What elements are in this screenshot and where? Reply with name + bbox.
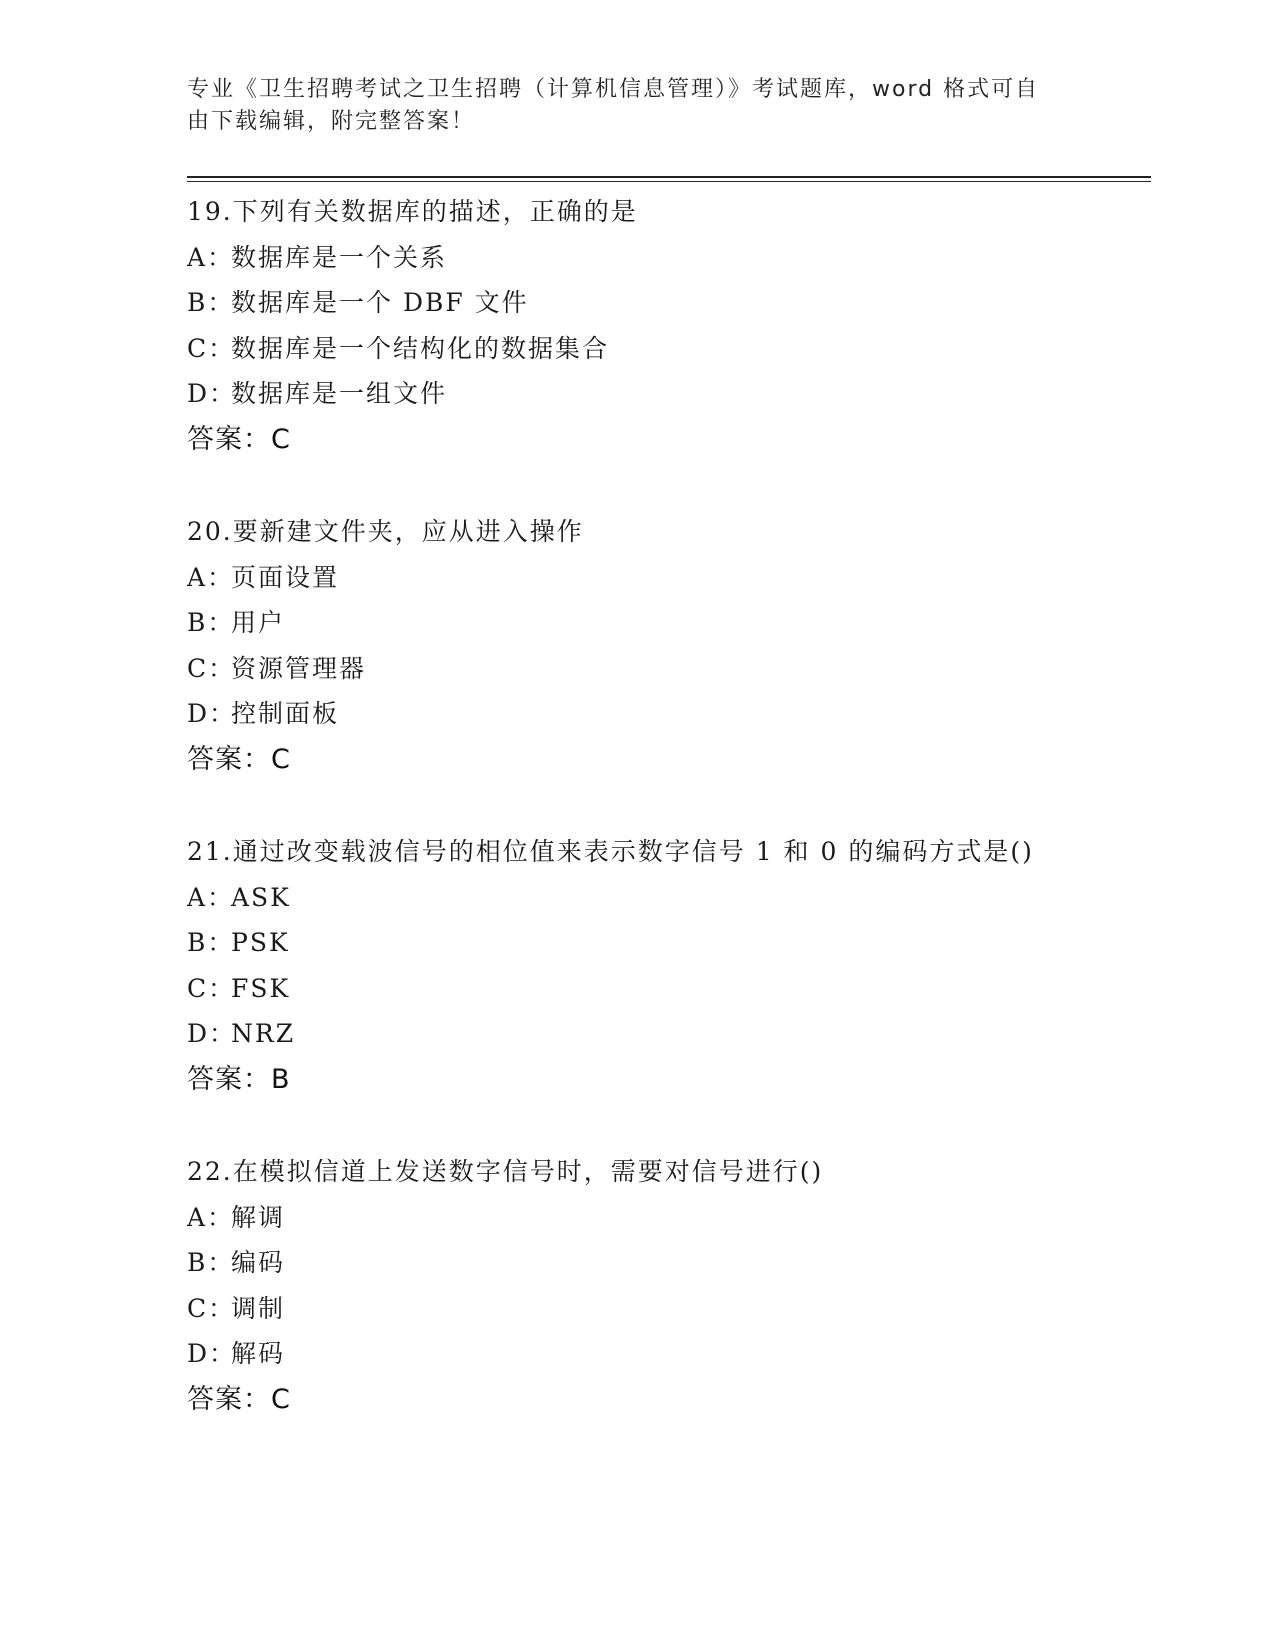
option-d [187,371,1147,417]
option-text: 调制 [231,1293,286,1323]
answer-line: 答案：B [187,1063,291,1095]
option-c [187,326,1147,372]
option-a [187,555,1147,601]
header-divider-thick [187,176,1151,178]
option-letter: A： [187,242,235,272]
option-text: PSK [231,928,290,957]
option-letter: C： [187,333,236,363]
question-stem: 20.要新建文件夹，应从进入操作 [187,517,584,546]
option-d [187,1011,1147,1057]
option-c [187,1286,1147,1332]
option-letter: B： [187,1248,235,1277]
option-d [187,1331,1147,1377]
option-letter: D： [187,1019,237,1048]
option-text: 控制面板 [231,699,340,728]
option-a [187,1195,1147,1241]
option-a [187,875,1147,921]
option-letter: D： [187,1339,237,1368]
header-divider-thin [187,181,1151,182]
option-text: 解码 [231,1339,286,1368]
option-text: 解调 [231,1202,286,1232]
option-letter: C： [187,1293,236,1323]
option-letter: C： [187,653,236,683]
option-text: 资源管理器 [231,653,367,683]
option-text: 数据库是一组文件 [231,379,448,408]
option-c [187,646,1147,692]
question-block [187,1149,1147,1422]
question-stem: 21.通过改变载波信号的相位值来表示数字信号 1 和 0 的编码方式是() [187,837,1034,866]
option-letter: A： [187,1202,235,1232]
question-stem: 22.在模拟信道上发送数字信号时，需要对信号进行() [187,1157,824,1186]
option-text: 数据库是一个关系 [231,242,448,272]
question-block [187,509,1147,782]
option-a [187,235,1147,281]
option-b [187,280,1147,326]
option-text: ASK [231,882,291,912]
question-stem: 19.下列有关数据库的描述，正确的是 [187,197,638,226]
option-letter: D： [187,699,237,728]
option-text: 页面设置 [231,562,340,592]
option-letter: B： [187,608,235,637]
question-block [187,189,1147,462]
option-text: 数据库是一个结构化的数据集合 [231,333,610,363]
option-letter: D： [187,379,237,408]
option-c [187,966,1147,1012]
option-text: 用户 [231,608,286,637]
option-d [187,691,1147,737]
option-letter: A： [187,882,235,912]
option-text: 数据库是一个 DBF 文件 [231,288,529,317]
header-line-2: 由下载编辑，附完整答案！ [187,109,476,134]
option-b [187,600,1147,646]
option-letter: A： [187,562,235,592]
option-b [187,1240,1147,1286]
answer-line: 答案：C [187,1383,291,1415]
answer-line: 答案：C [187,423,291,455]
option-letter: B： [187,288,235,317]
option-letter: B： [187,928,235,957]
question-block [187,829,1147,1102]
option-b [187,920,1147,966]
option-text: FSK [231,973,291,1003]
option-letter: C： [187,973,236,1003]
answer-line: 答案：C [187,743,291,775]
header-line-1: 专业《卫生招聘考试之卫生招聘（计算机信息管理）》考试题库，word 格式可自 [187,77,1040,102]
option-text: 编码 [231,1248,286,1277]
option-text: NRZ [231,1019,296,1048]
document-header [187,74,1087,138]
